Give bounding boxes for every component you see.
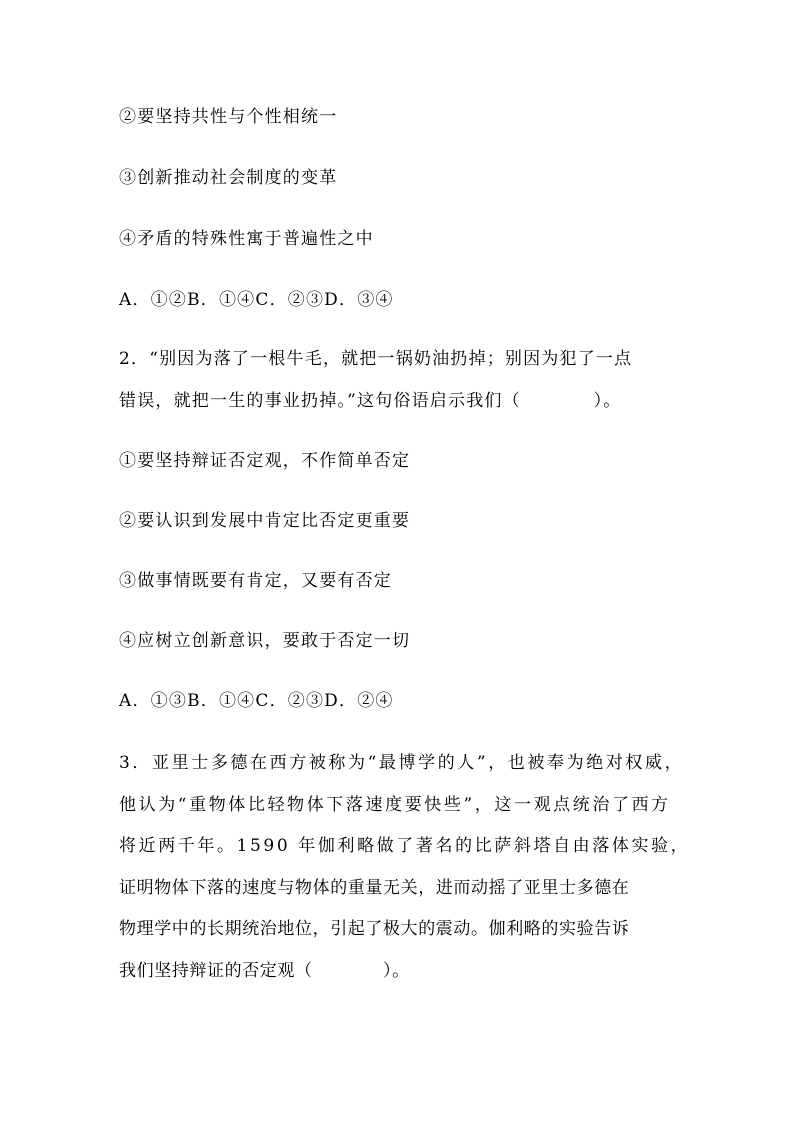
- q2-stem-line-1: 2．“别因为落了一根牛毛，就把一锅奶油扔掉；别因为犯了一点: [119, 349, 633, 369]
- q2-option-1: ①要坚持辩证否定观，不作简单否定: [119, 451, 411, 471]
- q1-answer-choices: A．①②B．①④C．②③D．③④: [119, 290, 394, 310]
- q3-stem-line-3: 将近两千年。1590 年伽利略做了著名的比萨斜塔自由落体实验，: [119, 836, 691, 856]
- q3-stem-line-4: 证明物体下落的速度与物体的重量无关，进而动摇了亚里士多德在: [119, 878, 630, 898]
- q3-stem-line-2: 他认为“重物体比轻物体下落速度要快些”，这一观点统治了西方: [119, 795, 671, 815]
- q3-stem-line-6: 我们坚持辩证的否定观（ ）。: [119, 961, 410, 981]
- q2-answer-choices: A．①③B．①④C．②③D．②④: [119, 691, 394, 711]
- q3-stem-line-1: 3．亚里士多德在西方被称为“最博学的人”，也被奉为绝对权威，: [119, 753, 685, 773]
- q2-option-3: ③做事情既要有肯定，又要有否定: [119, 571, 392, 591]
- q2-stem-line-2: 错误，就把一生的事业扔掉。”这句俗语启示我们（ ）。: [119, 391, 622, 411]
- q1-option-3: ③创新推动社会制度的变革: [119, 168, 338, 188]
- q3-stem-line-5: 物理学中的长期统治地位，引起了极大的震动。伽利略的实验告诉: [119, 919, 630, 939]
- q1-option-4: ④矛盾的特殊性寓于普遍性之中: [119, 229, 374, 249]
- q2-option-2: ②要认识到发展中肯定比否定更重要: [119, 511, 411, 531]
- q2-option-4: ④应树立创新意识，要敢于否定一切: [119, 631, 411, 651]
- q1-option-2: ②要坚持共性与个性相统一: [119, 107, 338, 127]
